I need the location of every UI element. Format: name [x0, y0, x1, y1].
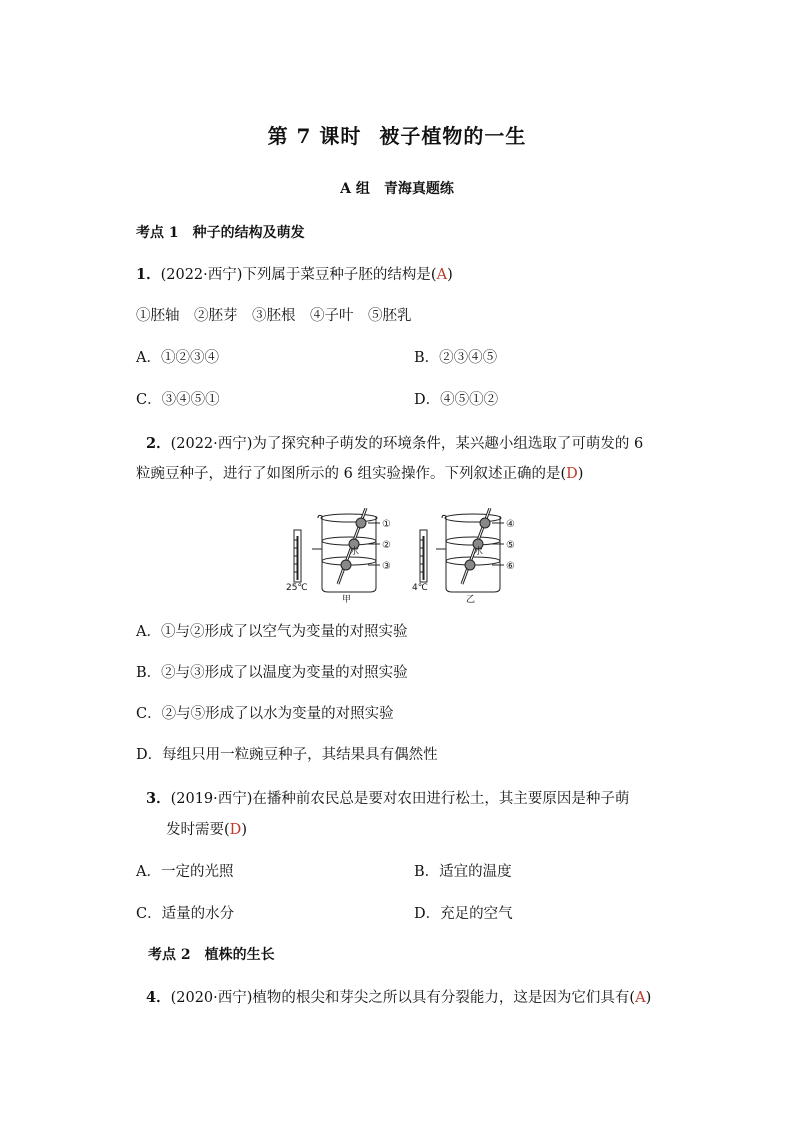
- group-label: A 组: [340, 181, 370, 197]
- question-2-option-c[interactable]: [136, 702, 394, 723]
- question-3-source: (2019·西宁): [170, 791, 253, 807]
- temperature-right: 4℃: [412, 583, 428, 593]
- kaodian-1-heading: [136, 222, 305, 242]
- marker-5: ⑤: [506, 540, 515, 551]
- marker-1: ①: [382, 519, 391, 530]
- question-2-number: 2．: [146, 435, 171, 452]
- group-heading: [0, 178, 794, 198]
- question-2-answer: D: [566, 466, 578, 482]
- option-text: ②与③形成了以温度为变量的对照实验: [161, 665, 408, 681]
- question-3-stem-line-1: [146, 787, 629, 808]
- option-letter: B．: [414, 350, 440, 366]
- temperature-left: 25℃: [286, 583, 308, 593]
- answer-paren-close: ): [447, 267, 453, 283]
- question-4-answer: A: [635, 990, 646, 1006]
- question-1-option-c[interactable]: [136, 388, 220, 409]
- water-label-right: 水: [474, 547, 484, 557]
- question-4-text: 植物的根尖和芽尖之所以具有分裂能力，这是因为它们具有: [252, 990, 630, 1006]
- option-letter: A．: [136, 864, 161, 880]
- question-3-text-2: 发时需要: [166, 822, 224, 838]
- marker-6: ⑥: [506, 561, 515, 572]
- question-1-text: 下列属于菜豆种子胚的结构是: [242, 267, 431, 283]
- kaodian-2-label: 考点 2: [148, 947, 191, 963]
- kaodian-2-heading: [148, 944, 275, 964]
- answer-paren-close: ): [577, 466, 584, 482]
- question-3-stem-line-2: [166, 818, 247, 839]
- answer-paren-open: (: [430, 267, 437, 283]
- question-4-stem: [146, 986, 651, 1007]
- question-3-option-d[interactable]: [414, 902, 513, 923]
- option-letter: A．: [136, 350, 161, 366]
- option-letter: C．: [136, 392, 162, 408]
- question-2-stem-line-2: [136, 462, 583, 483]
- question-2-option-a[interactable]: [136, 620, 407, 641]
- question-3-text-1: 在播种前农民总是要对农田进行松土，其主要原因是种子萌: [252, 791, 630, 807]
- question-2-text-1: 为了探究种子萌发的环境条件，某兴趣小组选取了可萌发的 6: [252, 436, 644, 452]
- answer-paren-close: ): [645, 990, 652, 1006]
- experiment-figure: [282, 508, 532, 604]
- marker-2: ②: [382, 540, 391, 551]
- answer-paren-open: (: [629, 990, 636, 1006]
- option-letter: A．: [136, 624, 161, 640]
- answer-paren-open: (: [224, 822, 230, 838]
- answer-paren-close: ): [241, 822, 247, 838]
- marker-4: ④: [506, 519, 515, 530]
- caption-left: 甲: [342, 595, 352, 604]
- thermometer-icon-right: [420, 530, 427, 582]
- option-text: ①②③④: [160, 350, 219, 366]
- kaodian-1-label: 考点 1: [136, 225, 179, 241]
- option-letter: C．: [136, 906, 162, 922]
- option-text: 适宜的温度: [439, 864, 512, 880]
- option-text: 适量的水分: [161, 906, 235, 922]
- kaodian-2-name: 植株的生长: [204, 947, 275, 963]
- question-3-option-c[interactable]: [136, 902, 234, 923]
- option-letter: D．: [414, 906, 441, 922]
- option-text: ②与⑤形成了以水为变量的对照实验: [161, 706, 394, 722]
- question-2-stem-line-1: [146, 432, 643, 453]
- question-1-option-a[interactable]: [136, 346, 219, 367]
- option-letter: B．: [136, 665, 162, 681]
- question-2-option-d[interactable]: [136, 743, 438, 764]
- marker-3: ③: [382, 561, 391, 572]
- question-3-option-a[interactable]: [136, 860, 233, 881]
- thermometer-icon-left: [294, 530, 301, 582]
- option-letter: D．: [136, 747, 163, 763]
- question-4-number: 4．: [146, 989, 171, 1006]
- option-text: ③④⑤①: [161, 392, 220, 408]
- lesson-number: 第 7 课时: [267, 124, 362, 148]
- lesson-topic: 被子植物的一生: [379, 124, 527, 148]
- answer-paren-open: (: [560, 466, 567, 482]
- option-text: 每组只用一粒豌豆种子，其结果具有偶然性: [162, 747, 438, 763]
- caption-right: 乙: [466, 595, 476, 604]
- question-1-answer: A: [436, 267, 448, 283]
- question-1-option-d[interactable]: [414, 388, 498, 409]
- question-3-option-b[interactable]: [414, 860, 512, 881]
- option-text: 充足的空气: [440, 906, 513, 922]
- page-title: [0, 120, 794, 149]
- question-1-option-b[interactable]: [414, 346, 497, 367]
- question-2-text-2: 粒豌豆种子，进行了如图所示的 6 组实验操作。下列叙述正确的是: [136, 466, 561, 482]
- option-text: ①与②形成了以空气为变量的对照实验: [160, 624, 408, 640]
- option-text: ②③④⑤: [439, 350, 498, 366]
- question-1-number: 1．: [136, 266, 161, 283]
- option-text: ④⑤①②: [440, 392, 499, 408]
- question-2-source: (2022·西宁): [170, 436, 253, 452]
- option-letter: D．: [414, 392, 441, 408]
- kaodian-1-name: 种子的结构及萌发: [192, 225, 305, 241]
- option-text: 一定的光照: [160, 864, 234, 880]
- option-letter: B．: [414, 864, 440, 880]
- question-1-stem: [136, 263, 453, 284]
- option-letter: C．: [136, 706, 162, 722]
- question-2-option-b[interactable]: [136, 661, 408, 682]
- beaker-right: [436, 508, 504, 592]
- beaker-left: [312, 508, 380, 592]
- group-name: 青海真题练: [383, 181, 454, 197]
- question-1-source: (2022·西宁): [160, 267, 243, 283]
- question-1-items: ①胚轴 ②胚芽 ③胚根 ④子叶 ⑤胚乳: [136, 308, 412, 324]
- water-label-left: 水: [350, 547, 360, 557]
- question-3-number: 3．: [146, 790, 171, 807]
- question-4-source: (2020·西宁): [170, 990, 253, 1006]
- question-3-answer: D: [229, 822, 242, 838]
